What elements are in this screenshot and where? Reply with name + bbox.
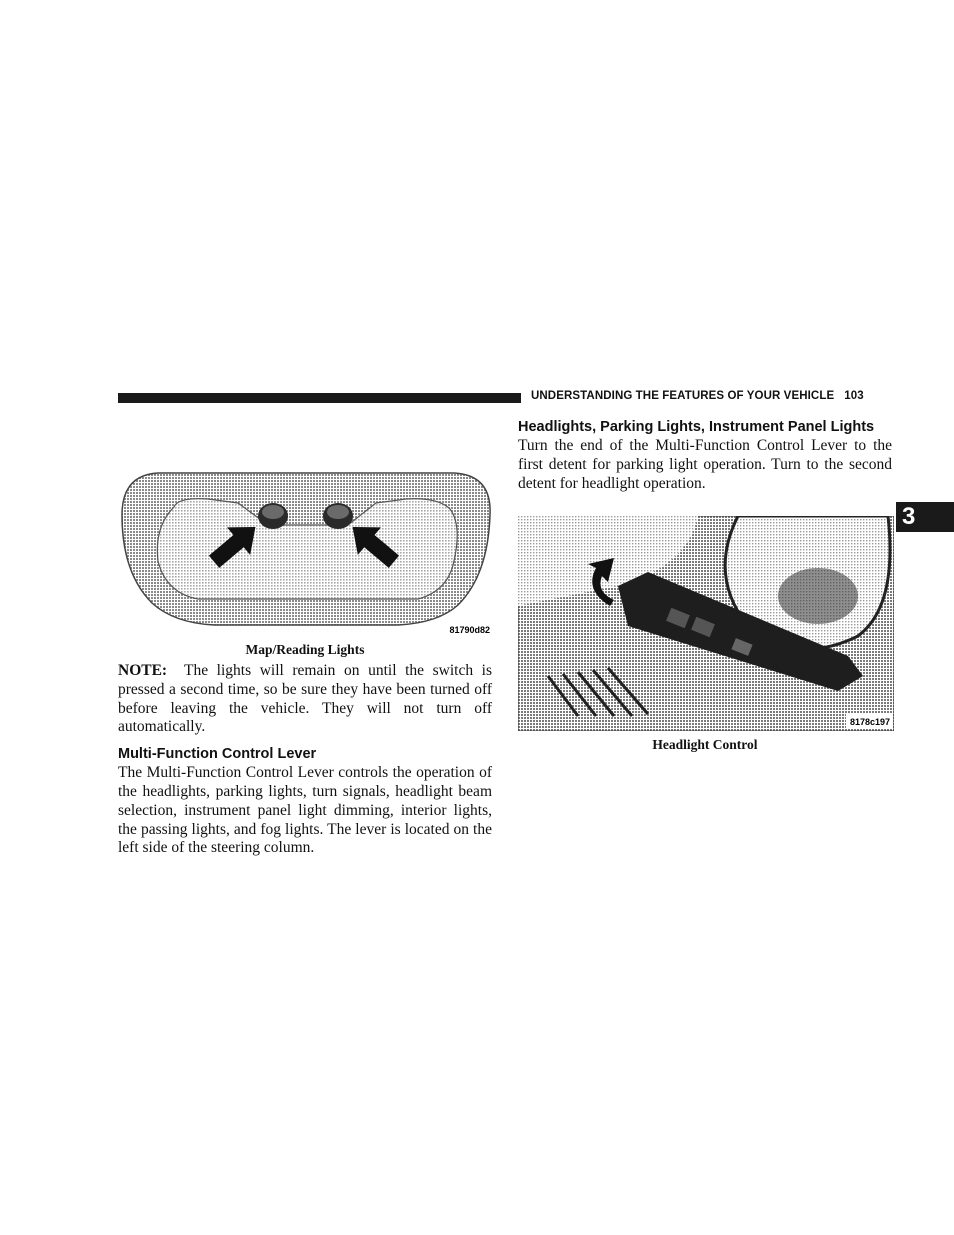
map-reading-lights-figure bbox=[118, 465, 494, 639]
header-rule bbox=[118, 393, 521, 403]
headlight-control-figure bbox=[518, 516, 894, 731]
figure-caption: Headlight Control bbox=[652, 737, 758, 752]
section-body: The Multi-Function Control Lever controls the operation of the headlights, parking lights, turn signals, headlight beam selection, instrument panel light dimming, interior lights, the passing lights, and fog lights. The lever is located on the left side of the steering column. bbox=[118, 764, 492, 857]
page-number: 103 bbox=[844, 390, 864, 402]
section-tab: 3 bbox=[896, 502, 954, 532]
note-text: The lights will remain on until the switch is pressed a second time, so be sure they have been turned off before leaving the vehicle. They will not turn off automatically. bbox=[118, 662, 492, 736]
figure-caption: Map/Reading Lights bbox=[245, 642, 365, 657]
figure-code: 8178c197 bbox=[849, 717, 890, 727]
figure-code: 81790d82 bbox=[449, 625, 490, 635]
note-paragraph bbox=[118, 662, 492, 737]
section-body: Turn the end of the Multi-Function Control Lever to the first detent for parking light operation. Turn to the second detent for headlight operation. bbox=[518, 437, 892, 492]
note-label: NOTE: bbox=[118, 662, 168, 679]
section-heading: Multi-Function Control Lever bbox=[118, 746, 317, 763]
map-reading-lights-illustration bbox=[118, 465, 494, 639]
right-column-text bbox=[518, 418, 892, 493]
headlight-control-illustration bbox=[518, 516, 894, 731]
running-header bbox=[531, 390, 864, 402]
section-heading: Headlights, Parking Lights, Instrument Panel Lights bbox=[518, 419, 875, 435]
left-column-text bbox=[118, 662, 492, 858]
chapter-title: UNDERSTANDING THE FEATURES OF YOUR VEHICLE bbox=[531, 390, 835, 402]
